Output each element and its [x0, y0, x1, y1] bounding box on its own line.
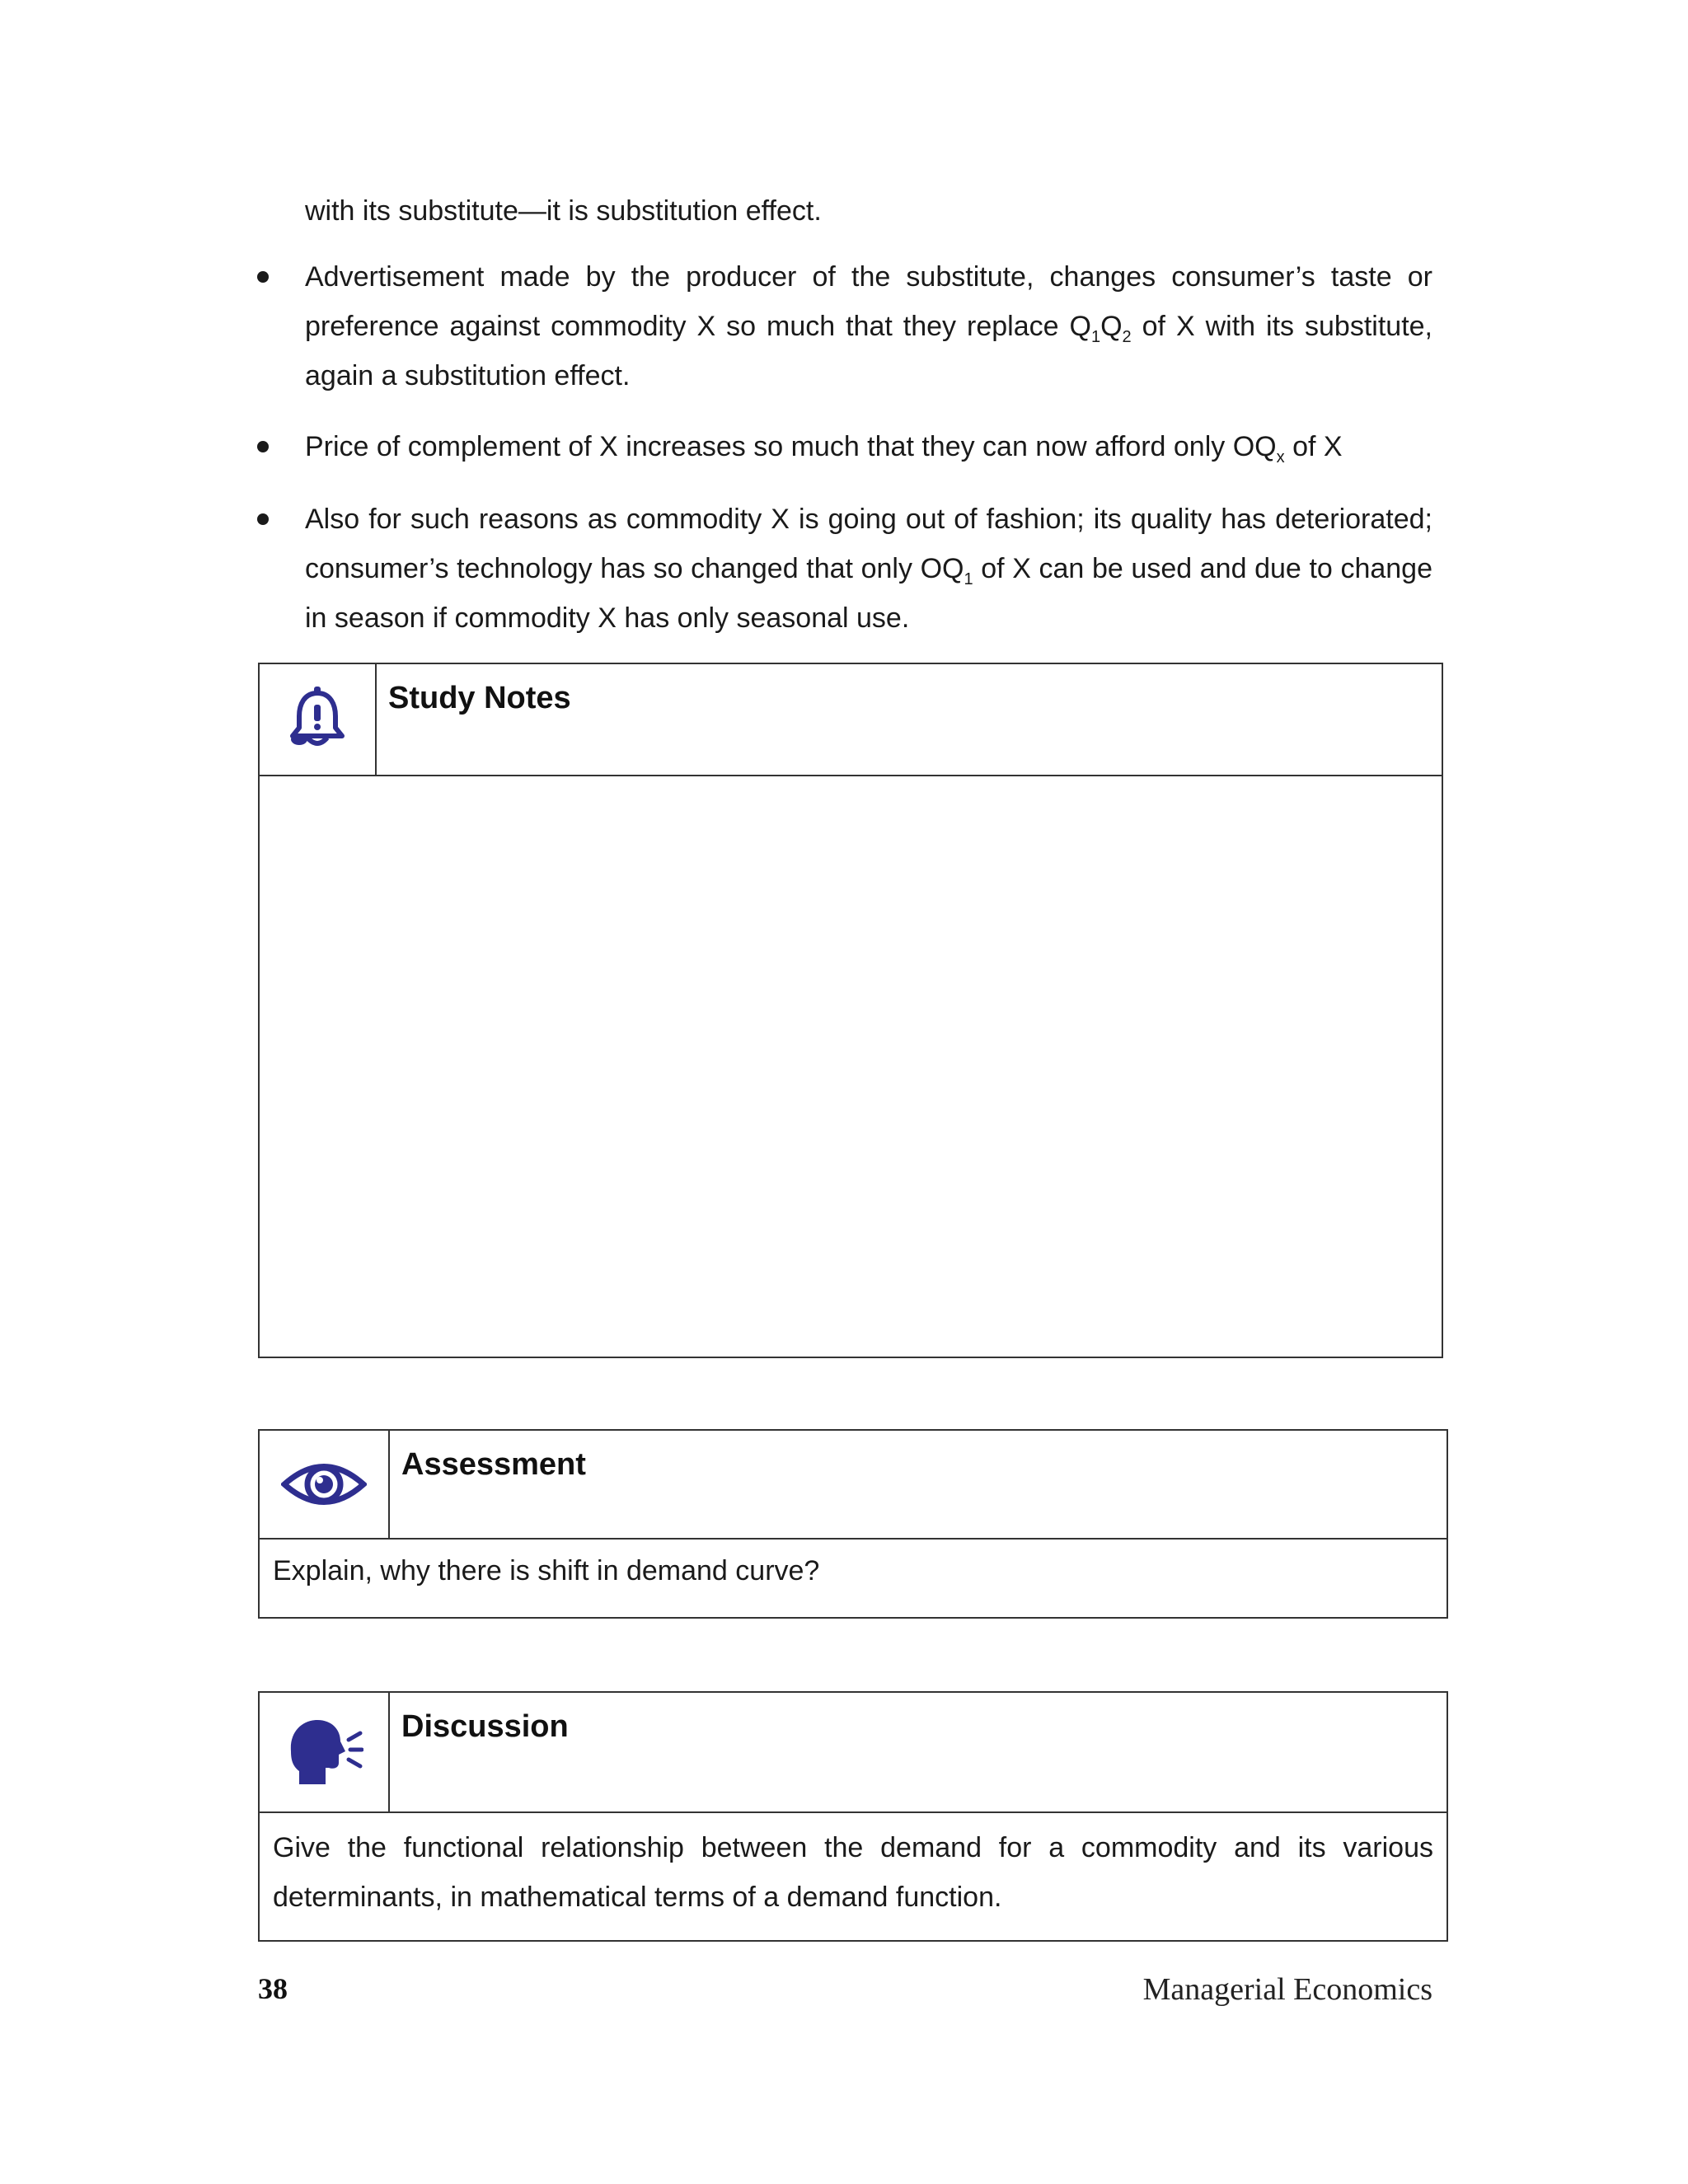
assessment-box: [258, 1429, 1448, 1619]
discussion-question: Give the functional relationship between the demand for a commodity and its various determinants, in mathematical terms of a demand function.: [273, 1832, 1433, 1913]
bell-alert-icon: [283, 685, 352, 754]
study-notes-title: Study Notes: [388, 681, 571, 715]
study-notes-header: [260, 664, 1442, 776]
discussion-icon-cell: [260, 1693, 390, 1811]
discussion-title: Discussion: [401, 1709, 569, 1744]
study-notes-area: [260, 776, 1442, 1357]
assessment-header: [260, 1431, 1447, 1540]
assessment-title: Assessment: [401, 1447, 586, 1482]
discussion-box: [258, 1691, 1448, 1942]
continuation-text: with its substitute—it is substitution effect.: [305, 195, 822, 227]
assessment-icon-cell: [260, 1431, 390, 1538]
eye-icon: [281, 1455, 367, 1513]
study-notes-icon-cell: [260, 664, 377, 775]
study-notes-box: [258, 663, 1443, 1358]
bullet-item: [257, 252, 1432, 401]
discussion-header: [260, 1693, 1447, 1813]
bullet-dot: [257, 271, 269, 283]
bullet-item: [257, 494, 1432, 643]
assessment-question: Explain, why there is shift in demand curve?: [273, 1555, 820, 1586]
bullet-text: Advertisement made by the producer of the substitute, changes consumer’s taste or preference against commodity X so much that they replace $Q_1Q_2$ of X with its substitute, again a substitution effect.: [305, 261, 1433, 391]
running-footer-title: Managerial Economics: [1142, 1972, 1432, 2007]
bullet-dot: [257, 513, 269, 525]
bullet-text: Also for such reasons as commodity X is going out of fashion; its quality has deteriorated; consumer’s technology has so changed that only $OQ_1$ of X can be used and due to change in season if commodity X has only seasonal use.: [305, 504, 1432, 634]
bullet-item: [257, 422, 1432, 471]
page-number: 38: [258, 1972, 288, 2005]
bullet-dot: [257, 441, 269, 452]
bullet-text: Price of complement of X increases so much that they can now afford only $OQ_x$ of X: [305, 431, 1343, 466]
speaking-head-icon: [284, 1717, 363, 1788]
